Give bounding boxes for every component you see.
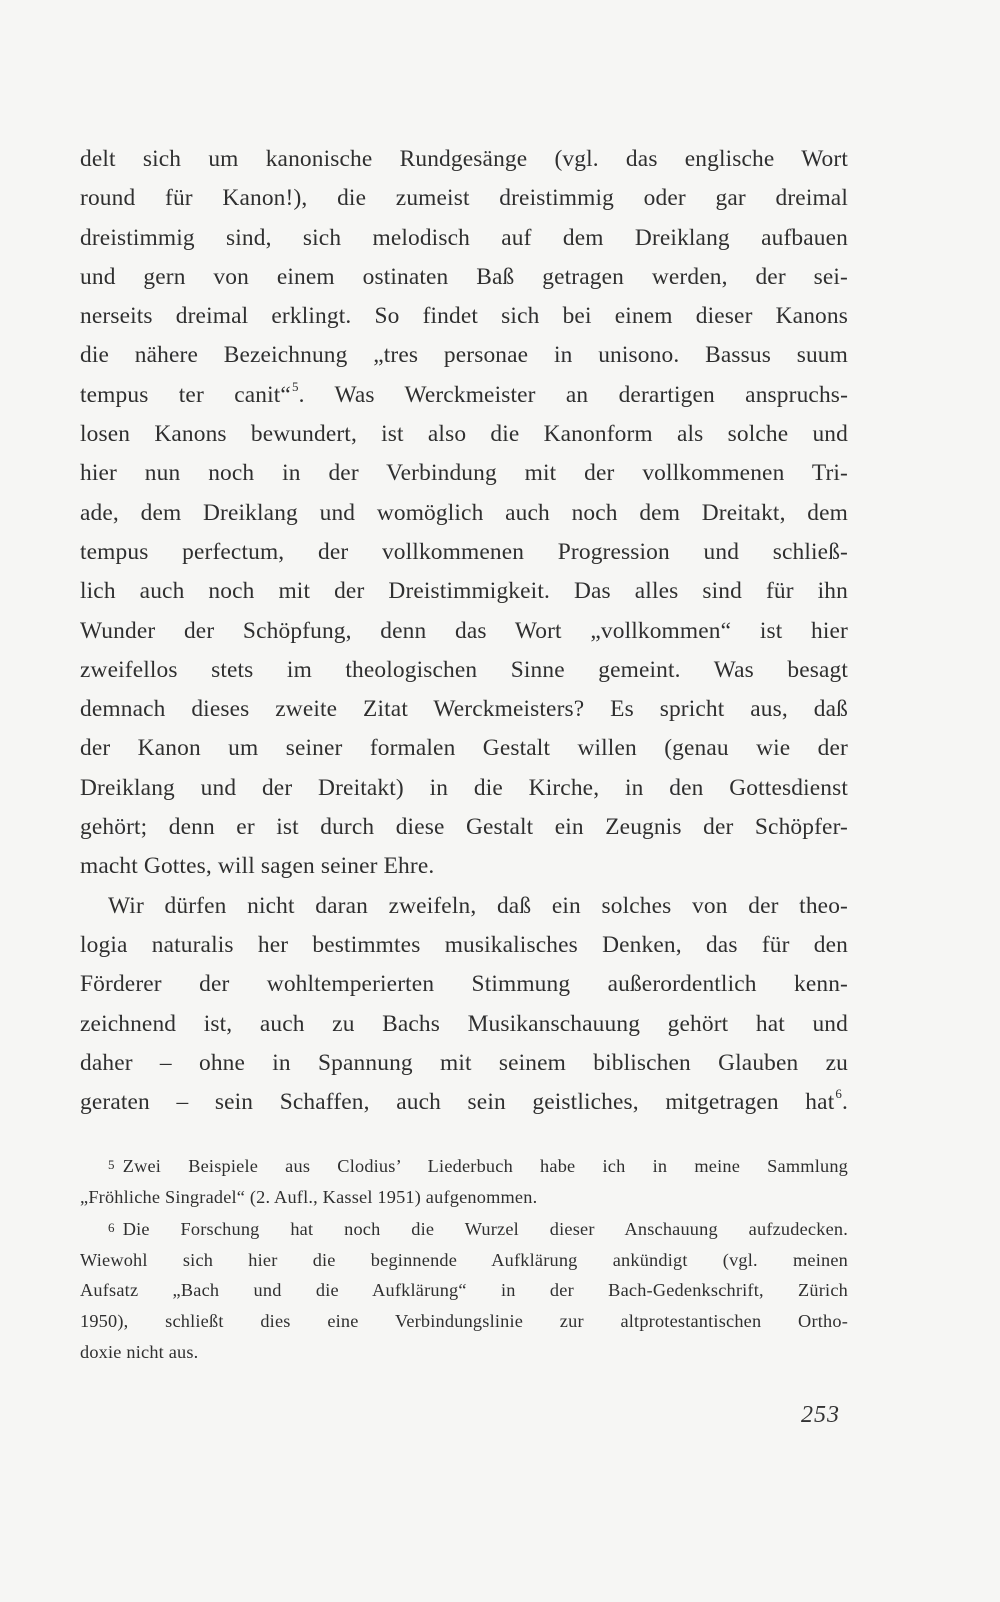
body-line: Wunder der Schöpfung, denn das Wort „vollkommen“ ist hier (80, 617, 848, 644)
body-line-text: tempus ter canit“ (80, 381, 291, 408)
page-number: 253 (801, 1402, 840, 1428)
footnote-5-line: „Fröhliche Singradel“ (2. Aufl., Kassel 1951) aufgenommen. (80, 1186, 538, 1207)
body-line: dreistimmig sind, sich melodisch auf dem Dreiklang aufbauen (80, 224, 848, 251)
body-line: Dreiklang und der Dreitakt) in die Kirche, in den Gottesdienst (80, 774, 848, 801)
footnote-6-line: Wiewohl sich hier die beginnende Aufklärung ankündigt (vgl. meinen (80, 1249, 848, 1270)
body-line: macht Gottes, will sagen seiner Ehre. (80, 853, 435, 880)
body-line: der Kanon um seiner formalen Gestalt willen (genau wie der (80, 735, 848, 762)
body-line: die nähere Bezeichnung „tres personae in unisono. Bassus suum (80, 342, 848, 369)
footnote-6-line (80, 1214, 848, 1245)
body-line (80, 1083, 848, 1122)
body-line-text: . Was Werckmeister an derartigen anspruchs- (298, 381, 849, 408)
body-line: delt sich um kanonische Rundgesänge (vgl. das englische Wort (80, 146, 848, 172)
footnote-6-line: 1950), schließt dies eine Verbindungslinie zur altprotestantischen Ortho- (80, 1310, 848, 1331)
body-line: losen Kanons bewundert, ist also die Kanonform als solche und (80, 421, 848, 448)
footnotes (80, 1151, 848, 1367)
footnote-text: Die Forschung hat noch die Wurzel dieser Anschauung aufzudecken. (122, 1219, 848, 1240)
body-line-text: . (842, 1089, 848, 1116)
footnote-number: 6 (108, 1220, 115, 1236)
body-line: nerseits dreimal erklingt. So findet sich bei einem dieser Kanons (80, 303, 848, 330)
footnote-6-line: Aufsatz „Bach und die Aufklärung“ in der Bach-Gedenkschrift, Zürich (80, 1280, 848, 1301)
body-line-text: geraten – sein Schaffen, auch sein geistliches, mitgetragen hat (80, 1089, 835, 1116)
body-line: round für Kanon!), die zumeist dreistimmig oder gar dreimal (80, 185, 848, 212)
body-line: ade, dem Dreiklang und womöglich auch noch dem Dreitakt, dem (80, 499, 848, 526)
body-line: lich auch noch mit der Dreistimmigkeit. Das alles sind für ihn (80, 578, 848, 605)
body-line (80, 376, 848, 415)
body-line: tempus perfectum, der vollkommenen Progression und schließ- (80, 538, 848, 565)
body-line: hier nun noch in der Verbindung mit der vollkommenen Tri- (80, 460, 848, 487)
body-line: logia naturalis her bestimmtes musikalisches Denken, das für den (80, 931, 848, 958)
footnote-text: Zwei Beispiele aus Clodius’ Liederbuch habe ich in meine Sammlung (122, 1156, 848, 1176)
body-line: daher – ohne in Spannung mit seinem biblischen Glauben zu (80, 1049, 848, 1076)
body-line: demnach dieses zweite Zitat Werckmeisters? Es spricht aus, daß (80, 696, 848, 723)
footnote-6-line: doxie nicht aus. (80, 1341, 199, 1362)
body-line: und gern von einem ostinaten Baß getragen werden, der sei- (80, 263, 848, 290)
footnote-ref-5[interactable]: 5 (291, 378, 299, 394)
body-text (80, 140, 848, 1122)
body-line: Förderer der wohltemperierten Stimmung außerordentlich kenn- (80, 971, 848, 998)
footnote-number: 5 (108, 1157, 115, 1172)
body-line: zeichnend ist, auch zu Bachs Musikanschauung gehört hat und (80, 1010, 848, 1037)
body-line: zweifellos stets im theologischen Sinne gemeint. Was besagt (80, 656, 848, 683)
footnote-5-line (80, 1151, 848, 1182)
body-line: gehört; denn er ist durch diese Gestalt ein Zeugnis der Schöpfer- (80, 814, 848, 841)
footnote-ref-6[interactable]: 6 (835, 1086, 842, 1102)
body-line: Wir dürfen nicht daran zweifeln, daß ein solches von der theo- (108, 892, 848, 919)
